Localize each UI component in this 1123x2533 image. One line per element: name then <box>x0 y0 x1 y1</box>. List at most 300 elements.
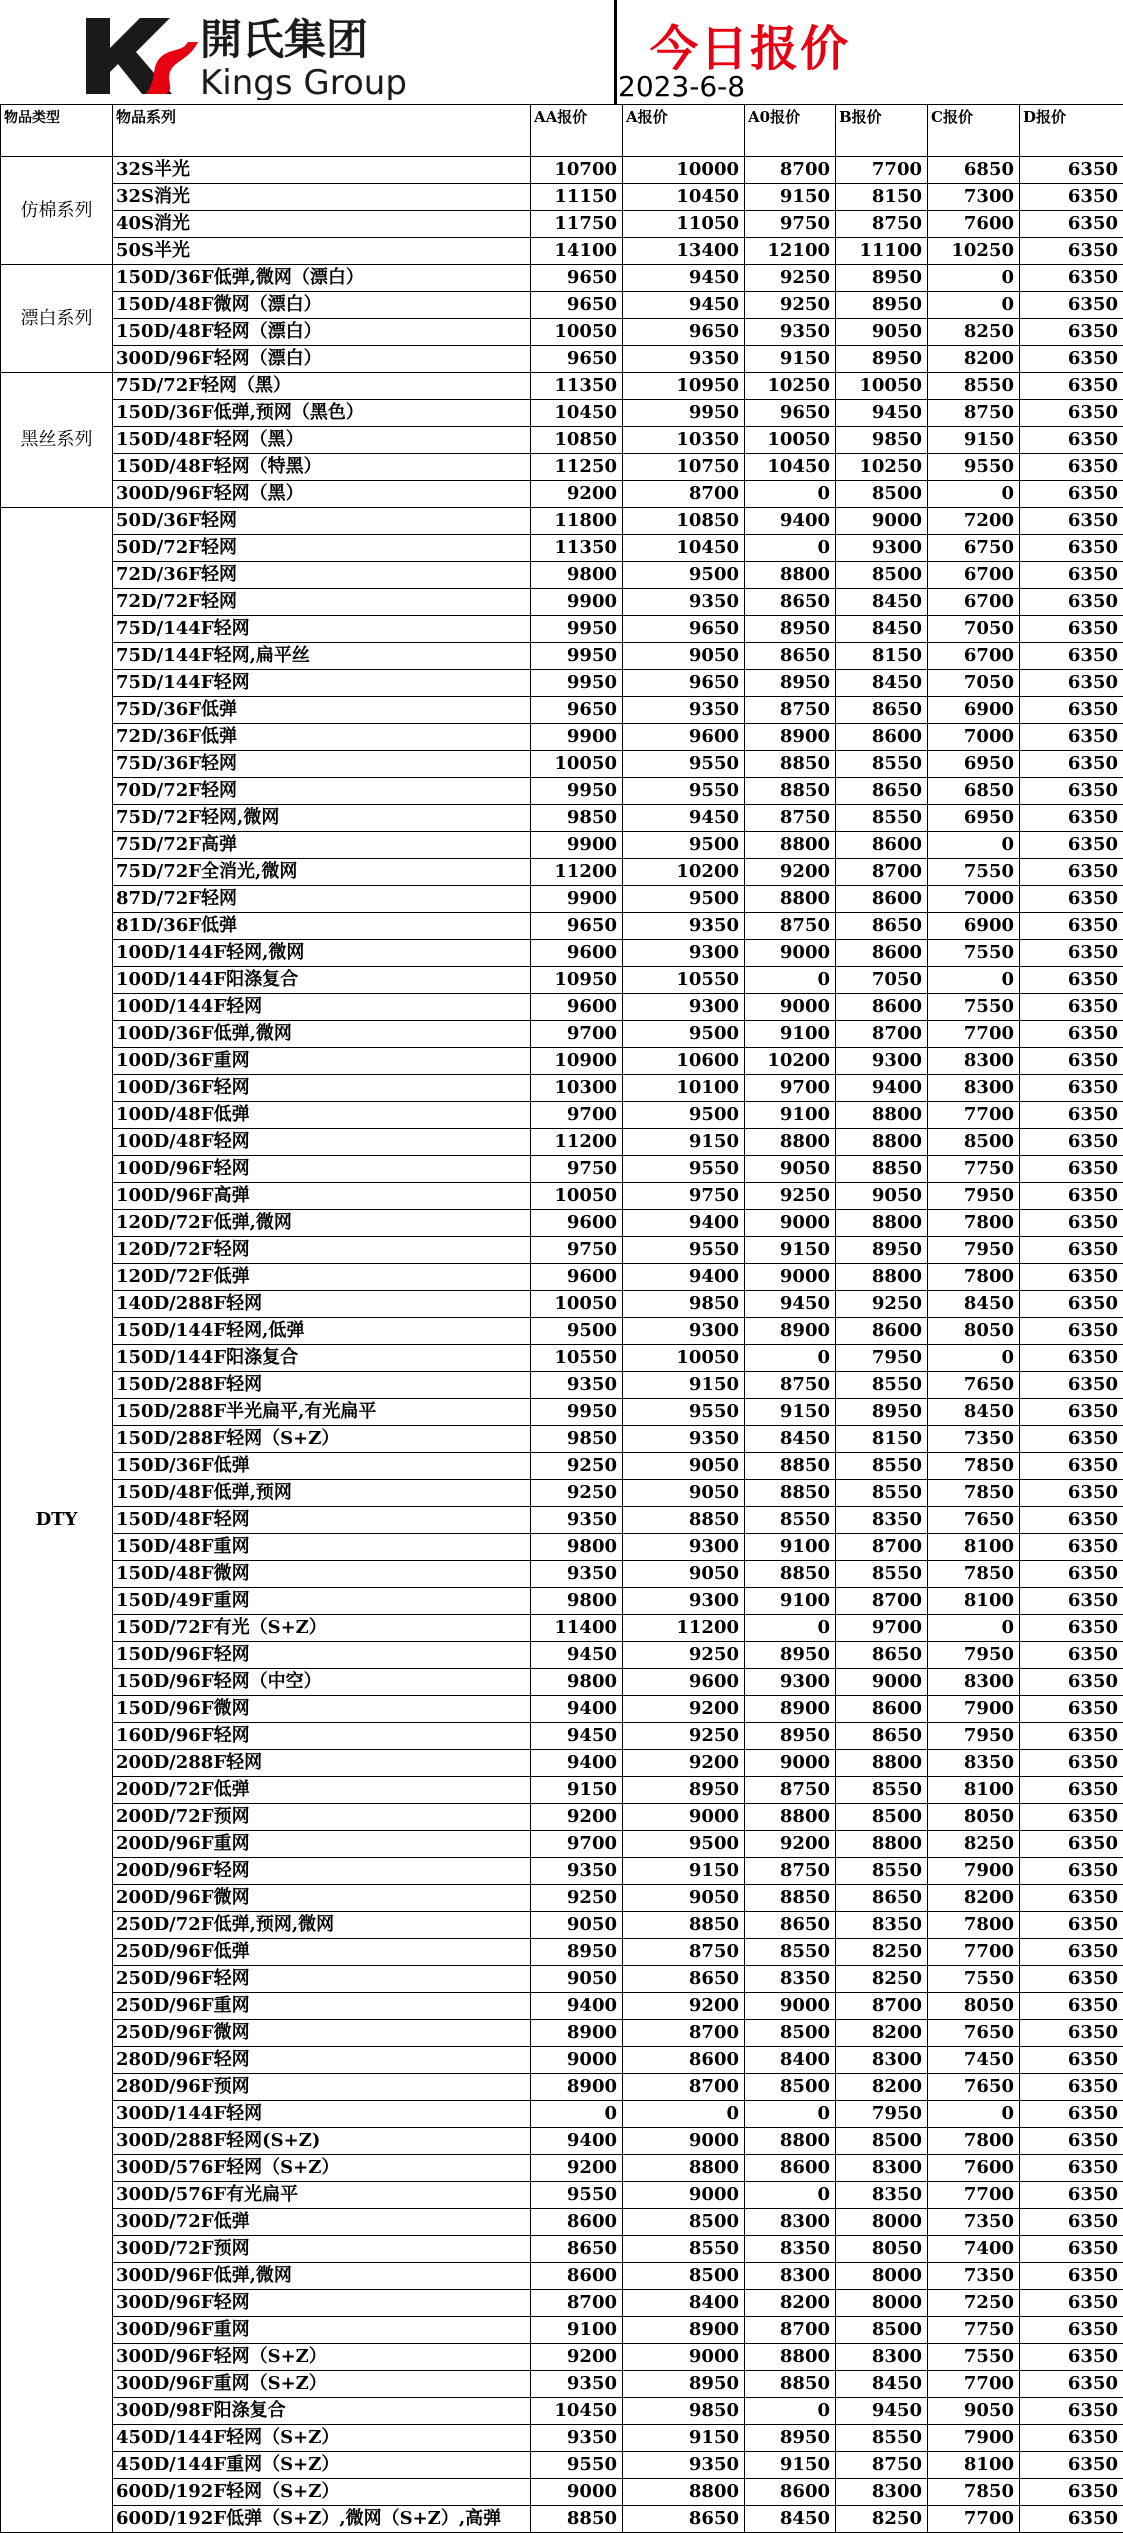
table-row <box>1 1831 1123 1858</box>
price-cell: 0 <box>623 2101 745 2128</box>
product-name-cell: 40S消光 <box>113 211 531 238</box>
price-cell: 8600 <box>836 994 928 1021</box>
product-name-cell: 450D/144F轻网（S+Z） <box>113 2425 531 2452</box>
price-cell: 7600 <box>928 211 1020 238</box>
table-row <box>1 1210 1123 1237</box>
price-cell: 9550 <box>531 2182 623 2209</box>
price-cell: 10750 <box>623 454 745 481</box>
table-row <box>1 2506 1123 2533</box>
price-cell: 6350 <box>1020 1399 1123 1426</box>
price-cell: 6350 <box>1020 1102 1123 1129</box>
price-cell: 8500 <box>836 2317 928 2344</box>
price-cell: 8300 <box>745 2209 836 2236</box>
price-cell: 6350 <box>1020 2047 1123 2074</box>
price-cell: 7450 <box>928 2047 1020 2074</box>
price-cell: 8850 <box>531 2506 623 2533</box>
price-cell: 8800 <box>745 562 836 589</box>
price-cell: 0 <box>928 1615 1020 1642</box>
price-cell: 9350 <box>623 913 745 940</box>
table-row <box>1 1939 1123 1966</box>
price-cell: 6350 <box>1020 751 1123 778</box>
price-cell: 9000 <box>531 2479 623 2506</box>
price-cell: 9050 <box>928 2398 1020 2425</box>
price-cell: 7800 <box>928 1264 1020 1291</box>
price-cell: 9900 <box>531 589 623 616</box>
price-cell: 9000 <box>745 1750 836 1777</box>
product-name-cell: 150D/48F轻网 <box>113 1507 531 1534</box>
product-name-cell: 300D/98F阳涤复合 <box>113 2398 531 2425</box>
price-cell: 8700 <box>623 2020 745 2047</box>
price-cell: 9550 <box>623 1399 745 1426</box>
price-cell: 6350 <box>1020 832 1123 859</box>
price-cell: 8350 <box>836 1912 928 1939</box>
price-cell: 8100 <box>928 1534 1020 1561</box>
price-cell: 6350 <box>1020 859 1123 886</box>
price-cell: 9400 <box>531 1750 623 1777</box>
price-cell: 0 <box>928 2101 1020 2128</box>
price-cell: 9350 <box>623 589 745 616</box>
price-cell: 9200 <box>623 1993 745 2020</box>
price-cell: 7000 <box>928 886 1020 913</box>
price-cell: 9950 <box>623 400 745 427</box>
price-cell: 8950 <box>836 1399 928 1426</box>
price-cell: 6350 <box>1020 2317 1123 2344</box>
price-cell: 9350 <box>531 2371 623 2398</box>
table-row <box>1 616 1123 643</box>
price-cell: 9850 <box>531 1426 623 1453</box>
price-cell: 8850 <box>745 1561 836 1588</box>
price-cell: 7650 <box>928 1507 1020 1534</box>
price-cell: 9700 <box>836 1615 928 1642</box>
product-name-cell: 150D/48F轻网（特黑） <box>113 454 531 481</box>
price-cell: 6900 <box>928 697 1020 724</box>
price-cell: 9000 <box>623 1804 745 1831</box>
price-cell: 7950 <box>836 2101 928 2128</box>
price-cell: 6900 <box>928 913 1020 940</box>
price-cell: 9200 <box>745 859 836 886</box>
price-cell: 8650 <box>623 1966 745 1993</box>
product-name-cell: 300D/144F轻网 <box>113 2101 531 2128</box>
price-cell: 7200 <box>928 508 1020 535</box>
price-cell: 6350 <box>1020 2425 1123 2452</box>
price-cell: 8650 <box>836 778 928 805</box>
table-row <box>1 1750 1123 1777</box>
product-name-cell: 150D/288F半光扁平,有光扁平 <box>113 1399 531 1426</box>
product-name-cell: 50D/72F轻网 <box>113 535 531 562</box>
product-name-cell: 100D/96F轻网 <box>113 1156 531 1183</box>
table-row <box>1 535 1123 562</box>
price-cell: 9950 <box>531 670 623 697</box>
price-cell: 6350 <box>1020 1507 1123 1534</box>
product-name-cell: 280D/96F预网 <box>113 2074 531 2101</box>
table-row <box>1 508 1123 535</box>
price-cell: 6350 <box>1020 1831 1123 1858</box>
price-cell: 9650 <box>531 913 623 940</box>
price-cell: 8650 <box>623 2506 745 2533</box>
price-cell: 9350 <box>531 1858 623 1885</box>
grade-header: B报价 <box>836 105 928 157</box>
table-row <box>1 157 1123 184</box>
price-cell: 8550 <box>836 1480 928 1507</box>
price-cell: 7250 <box>928 2290 1020 2317</box>
price-cell: 7650 <box>928 1372 1020 1399</box>
price-cell: 6350 <box>1020 994 1123 1021</box>
price-cell: 8650 <box>836 1642 928 1669</box>
price-cell: 8550 <box>836 1777 928 1804</box>
price-cell: 8650 <box>836 1885 928 1912</box>
price-cell: 8600 <box>836 940 928 967</box>
price-cell: 8550 <box>836 1561 928 1588</box>
price-cell: 6350 <box>1020 2506 1123 2533</box>
price-cell: 9450 <box>623 805 745 832</box>
product-name-cell: 72D/36F低弹 <box>113 724 531 751</box>
price-cell: 8750 <box>836 2452 928 2479</box>
price-cell: 7900 <box>928 1696 1020 1723</box>
price-cell: 0 <box>745 2182 836 2209</box>
price-cell: 9450 <box>531 1723 623 1750</box>
table-row <box>1 1858 1123 1885</box>
price-cell: 0 <box>928 967 1020 994</box>
product-name-cell: 150D/144F阳涤复合 <box>113 1345 531 1372</box>
price-cell: 6350 <box>1020 616 1123 643</box>
table-row <box>1 778 1123 805</box>
price-cell: 7800 <box>928 1210 1020 1237</box>
price-cell: 7650 <box>928 2074 1020 2101</box>
price-cell: 8950 <box>836 265 928 292</box>
price-cell: 9200 <box>623 1696 745 1723</box>
price-cell: 10450 <box>623 184 745 211</box>
price-cell: 8950 <box>623 1777 745 1804</box>
product-name-cell: 200D/96F重网 <box>113 1831 531 1858</box>
price-cell: 9600 <box>531 1264 623 1291</box>
price-cell: 8850 <box>623 1912 745 1939</box>
price-cell: 9500 <box>531 1318 623 1345</box>
price-cell: 6350 <box>1020 2155 1123 2182</box>
price-cell: 8200 <box>928 346 1020 373</box>
price-cell: 10900 <box>531 1048 623 1075</box>
price-cell: 9350 <box>745 319 836 346</box>
price-cell: 7700 <box>928 2182 1020 2209</box>
price-cell: 7700 <box>928 2371 1020 2398</box>
price-cell: 6350 <box>1020 2101 1123 2128</box>
brand-cn: 開氏集团 <box>200 15 368 64</box>
price-cell: 9800 <box>531 562 623 589</box>
table-row <box>1 1264 1123 1291</box>
table-row <box>1 2020 1123 2047</box>
price-cell: 8600 <box>836 832 928 859</box>
price-cell: 12100 <box>745 238 836 265</box>
price-cell: 10550 <box>623 967 745 994</box>
price-cell: 9550 <box>623 751 745 778</box>
price-cell: 9450 <box>836 400 928 427</box>
price-cell: 6350 <box>1020 292 1123 319</box>
price-cell: 0 <box>745 2398 836 2425</box>
price-cell: 8300 <box>836 2344 928 2371</box>
price-cell: 9500 <box>623 832 745 859</box>
price-cell: 0 <box>531 2101 623 2128</box>
table-row <box>1 2128 1123 2155</box>
table-row <box>1 2155 1123 2182</box>
price-cell: 0 <box>928 265 1020 292</box>
price-cell: 9950 <box>531 643 623 670</box>
price-cell: 8800 <box>745 1804 836 1831</box>
price-cell: 6700 <box>928 643 1020 670</box>
price-cell: 6350 <box>1020 1696 1123 1723</box>
price-cell: 9750 <box>531 1156 623 1183</box>
price-cell: 10300 <box>531 1075 623 1102</box>
table-row <box>1 859 1123 886</box>
price-cell: 7700 <box>928 1021 1020 1048</box>
product-name-cell: 50S半光 <box>113 238 531 265</box>
price-cell: 6350 <box>1020 184 1123 211</box>
price-cell: 8700 <box>745 157 836 184</box>
price-cell: 11200 <box>623 1615 745 1642</box>
price-table <box>0 104 1123 2533</box>
product-name-cell: 150D/96F轻网 <box>113 1642 531 1669</box>
price-cell: 8800 <box>745 1129 836 1156</box>
price-cell: 7600 <box>928 2155 1020 2182</box>
price-cell: 6350 <box>1020 1426 1123 1453</box>
price-cell: 7350 <box>928 2209 1020 2236</box>
price-cell: 10050 <box>531 1183 623 1210</box>
product-name-cell: 300D/96F重网 <box>113 2317 531 2344</box>
table-row <box>1 1912 1123 1939</box>
price-cell: 6350 <box>1020 1750 1123 1777</box>
price-cell: 9850 <box>623 1291 745 1318</box>
price-cell: 9650 <box>531 292 623 319</box>
price-cell: 7050 <box>836 967 928 994</box>
price-cell: 11200 <box>531 1129 623 1156</box>
price-cell: 9350 <box>623 346 745 373</box>
category-cell: 仿棉系列 <box>1 157 113 265</box>
price-cell: 9550 <box>928 454 1020 481</box>
product-name-cell: 75D/36F低弹 <box>113 697 531 724</box>
table-row <box>1 1642 1123 1669</box>
table-row <box>1 481 1123 508</box>
price-cell: 9400 <box>836 1075 928 1102</box>
price-cell: 9350 <box>623 1426 745 1453</box>
product-name-cell: 300D/576F轻网（S+Z） <box>113 2155 531 2182</box>
price-cell: 8700 <box>531 2290 623 2317</box>
price-cell: 9050 <box>531 1966 623 1993</box>
price-cell: 9400 <box>745 508 836 535</box>
price-cell: 9400 <box>531 1993 623 2020</box>
price-cell: 9350 <box>531 1372 623 1399</box>
price-cell: 7750 <box>928 1156 1020 1183</box>
price-cell: 6350 <box>1020 2398 1123 2425</box>
price-cell: 11200 <box>531 859 623 886</box>
price-cell: 9200 <box>531 2344 623 2371</box>
product-name-cell: 200D/96F轻网 <box>113 1858 531 1885</box>
product-name-cell: 150D/36F低弹 <box>113 1453 531 1480</box>
price-cell: 9000 <box>745 1993 836 2020</box>
price-cell: 8550 <box>836 805 928 832</box>
table-row <box>1 913 1123 940</box>
product-name-cell: 120D/72F低弹,微网 <box>113 1210 531 1237</box>
price-cell: 10050 <box>623 1345 745 1372</box>
price-cell: 6350 <box>1020 508 1123 535</box>
price-cell: 9000 <box>836 508 928 535</box>
price-cell: 10000 <box>623 157 745 184</box>
product-name-cell: 75D/36F轻网 <box>113 751 531 778</box>
price-cell: 8050 <box>928 1993 1020 2020</box>
price-cell: 8450 <box>745 1426 836 1453</box>
price-cell: 8600 <box>745 2479 836 2506</box>
price-cell: 9850 <box>531 805 623 832</box>
price-cell: 9150 <box>745 1237 836 1264</box>
price-cell: 8150 <box>836 1426 928 1453</box>
price-cell: 9150 <box>745 346 836 373</box>
price-cell: 7050 <box>928 670 1020 697</box>
table-header-row <box>1 105 1123 157</box>
table-row <box>1 1507 1123 1534</box>
price-cell: 8900 <box>745 1696 836 1723</box>
price-cell: 8850 <box>745 1453 836 1480</box>
category-header: 物品类型 <box>1 105 113 157</box>
price-cell: 11100 <box>836 238 928 265</box>
price-cell: 9650 <box>531 265 623 292</box>
table-row <box>1 1669 1123 1696</box>
product-name-cell: 280D/96F轻网 <box>113 2047 531 2074</box>
product-name-cell: 160D/96F轻网 <box>113 1723 531 1750</box>
product-name-cell: 100D/48F轻网 <box>113 1129 531 1156</box>
price-cell: 6350 <box>1020 670 1123 697</box>
price-cell: 9650 <box>531 697 623 724</box>
price-cell: 9150 <box>745 2452 836 2479</box>
product-name-cell: 75D/72F全消光,微网 <box>113 859 531 886</box>
price-cell: 9800 <box>531 1669 623 1696</box>
price-cell: 8350 <box>928 1750 1020 1777</box>
product-name-cell: 150D/36F低弹,微网（漂白） <box>113 265 531 292</box>
table-row <box>1 1723 1123 1750</box>
price-cell: 9350 <box>531 1507 623 1534</box>
product-name-cell: 100D/36F低弹,微网 <box>113 1021 531 1048</box>
table-row <box>1 1804 1123 1831</box>
price-cell: 8500 <box>745 2020 836 2047</box>
price-cell: 9000 <box>623 2344 745 2371</box>
price-cell: 6350 <box>1020 1561 1123 1588</box>
price-cell: 9250 <box>531 1885 623 1912</box>
product-name-cell: 250D/96F重网 <box>113 1993 531 2020</box>
price-cell: 9600 <box>623 724 745 751</box>
price-cell: 7350 <box>928 2263 1020 2290</box>
product-name-cell: 75D/144F轻网 <box>113 616 531 643</box>
price-cell: 8600 <box>836 1696 928 1723</box>
price-cell: 8850 <box>836 1156 928 1183</box>
table-row <box>1 2290 1123 2317</box>
price-cell: 8800 <box>836 1102 928 1129</box>
price-cell: 9050 <box>836 319 928 346</box>
price-cell: 6850 <box>928 157 1020 184</box>
price-cell: 9050 <box>623 1561 745 1588</box>
price-cell: 8750 <box>928 400 1020 427</box>
price-cell: 8450 <box>928 1399 1020 1426</box>
price-cell: 6350 <box>1020 967 1123 994</box>
table-row <box>1 2047 1123 2074</box>
product-name-cell: 300D/96F轻网（S+Z） <box>113 2344 531 2371</box>
price-cell: 8700 <box>836 1588 928 1615</box>
price-cell: 9600 <box>531 994 623 1021</box>
product-name-cell: 200D/72F预网 <box>113 1804 531 1831</box>
table-row <box>1 1048 1123 1075</box>
price-cell: 8800 <box>745 2344 836 2371</box>
price-cell: 9250 <box>836 1291 928 1318</box>
price-cell: 9500 <box>623 886 745 913</box>
price-cell: 7950 <box>928 1183 1020 1210</box>
price-cell: 8800 <box>836 1210 928 1237</box>
table-row <box>1 2209 1123 2236</box>
price-cell: 9750 <box>745 211 836 238</box>
price-cell: 9200 <box>531 2155 623 2182</box>
grade-header: AA报价 <box>531 105 623 157</box>
price-cell: 6350 <box>1020 1075 1123 1102</box>
price-cell: 9050 <box>623 1453 745 1480</box>
price-cell: 7850 <box>928 1561 1020 1588</box>
price-cell: 6350 <box>1020 643 1123 670</box>
price-cell: 8700 <box>623 481 745 508</box>
price-cell: 9250 <box>531 1453 623 1480</box>
table-row <box>1 1561 1123 1588</box>
price-cell: 8650 <box>745 1912 836 1939</box>
price-cell: 9200 <box>531 1804 623 1831</box>
price-cell: 8800 <box>623 2155 745 2182</box>
product-name-cell: 250D/72F低弹,预网,微网 <box>113 1912 531 1939</box>
price-cell: 9450 <box>836 2398 928 2425</box>
price-cell: 8800 <box>836 1831 928 1858</box>
table-row <box>1 1021 1123 1048</box>
product-name-cell: 100D/36F轻网 <box>113 1075 531 1102</box>
price-cell: 8850 <box>745 1885 836 1912</box>
price-cell: 6350 <box>1020 724 1123 751</box>
price-cell: 10050 <box>745 427 836 454</box>
price-cell: 10950 <box>623 373 745 400</box>
price-cell: 8700 <box>836 859 928 886</box>
price-cell: 0 <box>928 292 1020 319</box>
price-cell: 8800 <box>623 2479 745 2506</box>
price-cell: 6350 <box>1020 1156 1123 1183</box>
price-cell: 9100 <box>745 1021 836 1048</box>
product-name-cell: 72D/36F轻网 <box>113 562 531 589</box>
price-cell: 8500 <box>836 1804 928 1831</box>
series-header: 物品系列 <box>113 105 531 157</box>
price-cell: 8950 <box>745 1642 836 1669</box>
price-cell: 9350 <box>531 2425 623 2452</box>
price-cell: 7800 <box>928 1912 1020 1939</box>
price-cell: 11150 <box>531 184 623 211</box>
price-cell: 8550 <box>836 1858 928 1885</box>
product-name-cell: 140D/288F轻网 <box>113 1291 531 1318</box>
product-name-cell: 300D/576F有光扁平 <box>113 2182 531 2209</box>
product-name-cell: 300D/96F轻网 <box>113 2290 531 2317</box>
price-cell: 6350 <box>1020 940 1123 967</box>
price-cell: 8550 <box>836 1453 928 1480</box>
table-row <box>1 751 1123 778</box>
price-cell: 6350 <box>1020 1291 1123 1318</box>
price-cell: 9000 <box>745 940 836 967</box>
product-name-cell: 100D/36F重网 <box>113 1048 531 1075</box>
price-cell: 9300 <box>623 1588 745 1615</box>
price-cell: 8350 <box>745 1966 836 1993</box>
price-cell: 6350 <box>1020 427 1123 454</box>
price-cell: 11350 <box>531 535 623 562</box>
product-name-cell: 100D/48F低弹 <box>113 1102 531 1129</box>
price-cell: 9250 <box>531 1480 623 1507</box>
product-name-cell: 300D/288F轻网(S+Z) <box>113 2128 531 2155</box>
price-cell: 9800 <box>531 1588 623 1615</box>
price-cell: 8600 <box>623 2047 745 2074</box>
price-cell: 8950 <box>836 292 928 319</box>
price-cell: 8200 <box>745 2290 836 2317</box>
